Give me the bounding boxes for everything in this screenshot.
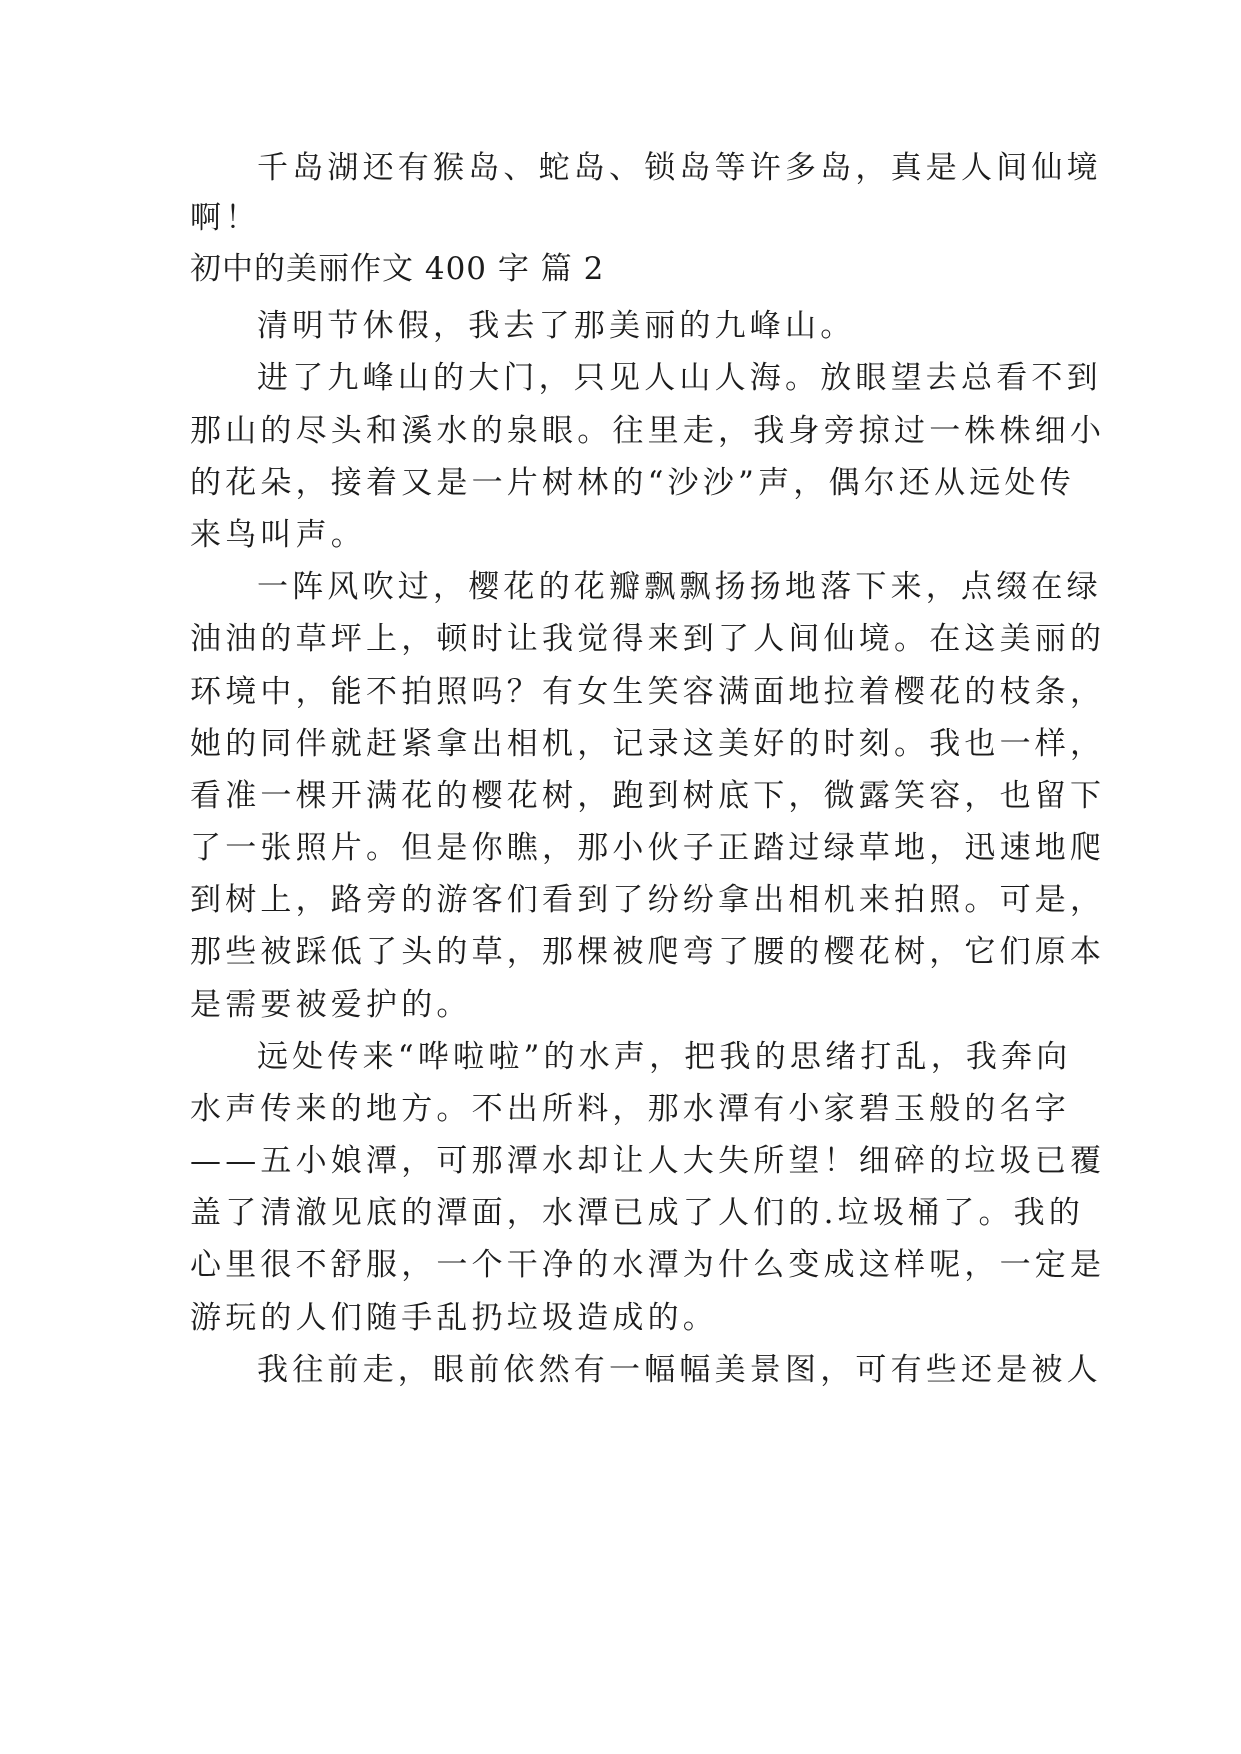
paragraph-line: 她的同伴就赶紧拿出相机，记录这美好的时刻。我也一样，: [190, 726, 1106, 762]
paragraph-line: 是需要被爱护的。: [190, 987, 472, 1023]
paragraph-line: ——五小娘潭，可那潭水却让人大失所望！细碎的垃圾已覆: [190, 1143, 1106, 1179]
paragraph-line: 的花朵，接着又是一片树林的“沙沙”声，偶尔还从远处传: [190, 465, 1075, 501]
paragraph-line: 游玩的人们随手乱扔垃圾造成的。: [190, 1300, 718, 1336]
paragraph-line: 那些被踩低了头的草，那棵被爬弯了腰的樱花树，它们原本: [190, 934, 1106, 970]
paragraph-line: 看准一棵开满花的樱花树，跑到树底下，微露笑容，也留下: [190, 778, 1106, 814]
paragraph-line: 一阵风吹过，樱花的花瓣飘飘扬扬地落下来，点缀在绿: [257, 569, 1102, 605]
paragraph-line: 水声传来的地方。不出所料，那水潭有小家碧玉般的名字: [190, 1091, 1070, 1127]
paragraph-line: 盖了清澈见底的潭面，水潭已成了人们的.垃圾桶了。我的: [190, 1195, 1085, 1231]
paragraph-line: 我往前走，眼前依然有一幅幅美景图，可有些还是被人: [257, 1352, 1102, 1388]
paragraph-line: 来鸟叫声。: [190, 517, 366, 553]
section-heading: 初中的美丽作文 400 字 篇 2: [190, 251, 605, 287]
paragraph-line: 环境中，能不拍照吗？有女生笑容满面地拉着樱花的枝条，: [190, 674, 1106, 710]
paragraph-line: 千岛湖还有猴岛、蛇岛、锁岛等许多岛，真是人间仙境: [257, 150, 1102, 186]
paragraph-line: 啊！: [190, 200, 261, 236]
paragraph-line: 那山的尽头和溪水的泉眼。往里走，我身旁掠过一株株细小: [190, 413, 1106, 449]
paragraph-line: 油油的草坪上，顿时让我觉得来到了人间仙境。在这美丽的: [190, 621, 1106, 657]
paragraph-line: 清明节休假，我去了那美丽的九峰山。: [257, 308, 856, 344]
paragraph-line: 心里很不舒服，一个干净的水潭为什么变成这样呢，一定是: [190, 1247, 1106, 1283]
paragraph-line: 了一张照片。但是你瞧，那小伙子正踏过绿草地，迅速地爬: [190, 830, 1106, 866]
paragraph-line: 进了九峰山的大门，只见人山人海。放眼望去总看不到: [257, 360, 1102, 396]
paragraph-line: 远处传来“哗啦啦”的水声，把我的思绪打乱，我奔向: [257, 1039, 1072, 1075]
paragraph-line: 到树上，路旁的游客们看到了纷纷拿出相机来拍照。可是，: [190, 882, 1106, 918]
